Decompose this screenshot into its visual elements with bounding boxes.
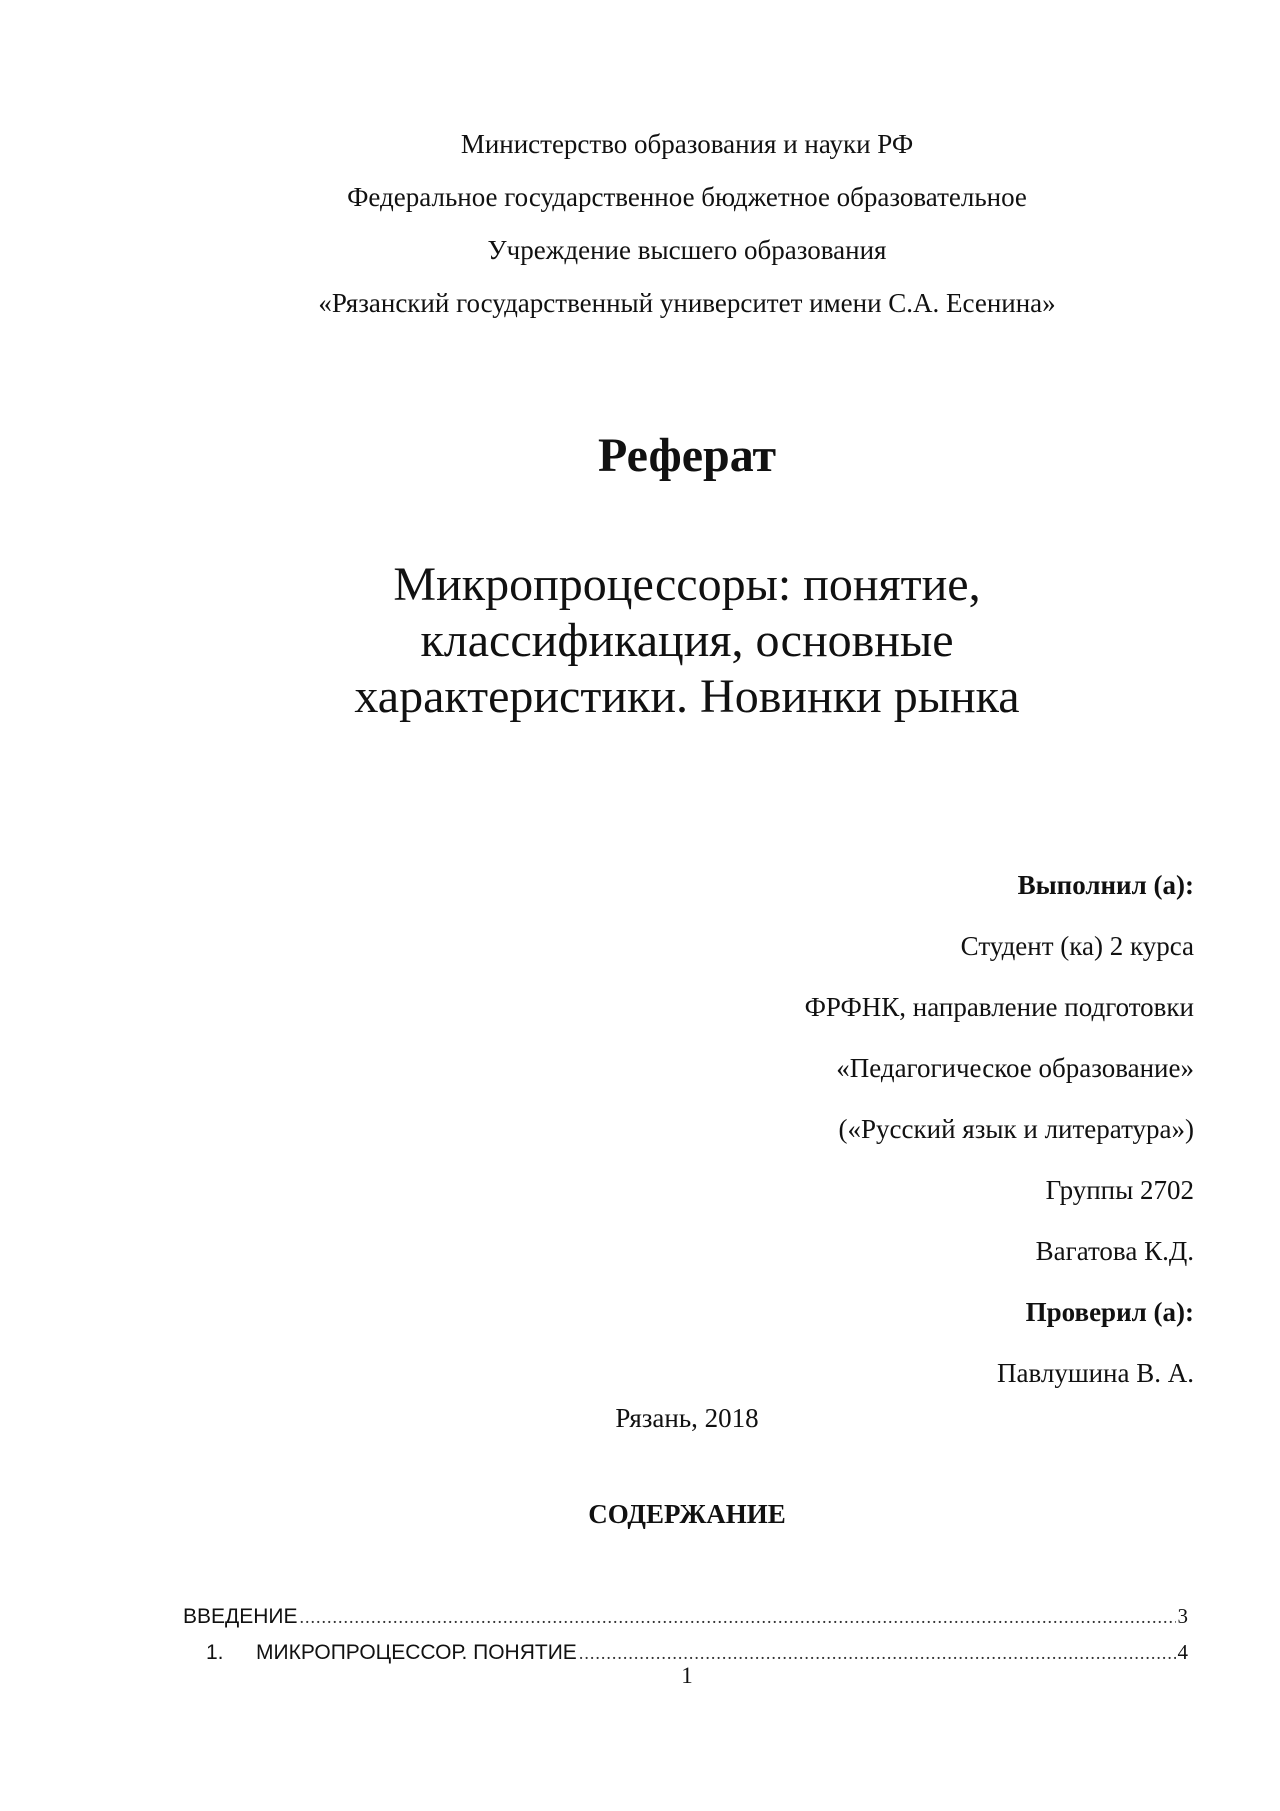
toc-entry-label: ВВЕДЕНИЕ — [183, 1605, 298, 1628]
institution-level-line: Учреждение высшего образования — [487, 235, 887, 265]
city-year: Рязань, 2018 — [615, 1403, 759, 1433]
profile-line: («Русский язык и литература») — [838, 1114, 1194, 1144]
toc-entry-page: 4 — [1177, 1640, 1188, 1664]
page-number: 1 — [681, 1663, 693, 1688]
title-line: классификация, основные — [420, 614, 954, 667]
checked-by-label: Проверил (а): — [1025, 1297, 1194, 1327]
toc-leader-dots — [300, 1599, 1176, 1635]
document-title — [0, 557, 1280, 725]
program-line: «Педагогическое образование» — [836, 1053, 1194, 1083]
group-line: Группы 2702 — [1045, 1175, 1194, 1205]
title-line: характеристики. Новинки рынка — [354, 670, 1020, 723]
faculty-line: ФРФНК, направление подготовки — [804, 992, 1194, 1022]
toc-entry-introduction[interactable] — [183, 1598, 1188, 1634]
document-type: Реферат — [597, 429, 777, 482]
institution-type-line: Федеральное государственное бюджетное образовательное — [347, 182, 1027, 212]
university-name-line: «Рязанский государственный университет имени С.А. Есенина» — [318, 288, 1056, 318]
toc-entry-page: 3 — [1177, 1604, 1188, 1628]
checker-name: Павлушина В. А. — [996, 1358, 1194, 1388]
toc-heading: СОДЕРЖАНИЕ — [588, 1499, 786, 1529]
ministry-line: Министерство образования и науки РФ — [460, 129, 914, 159]
institution-header — [0, 118, 1280, 330]
author-block — [394, 855, 1194, 1404]
toc-entry-number: 1. — [206, 1641, 224, 1664]
performed-by-label: Выполнил (а): — [1017, 870, 1194, 900]
student-course: Студент (ка) 2 курса — [960, 931, 1194, 961]
title-line: Микропроцессоры: понятие, — [393, 558, 981, 611]
toc-entry-label: МИКРОПРОЦЕССОР. ПОНЯТИЕ — [256, 1641, 577, 1664]
author-name: Вагатова К.Д. — [1035, 1236, 1194, 1266]
